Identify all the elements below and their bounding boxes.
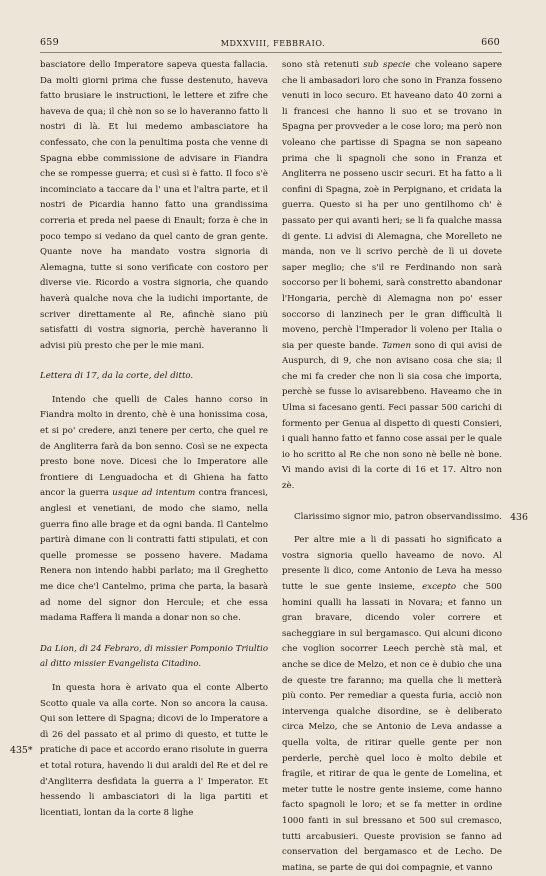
paragraph: In questa hora è arivato qua el conte Alberto Scotto quale va alla corte. Non so ancora la causa. Qui son lettere di Spagna; dicovi de lo Imperatore a dì 26 del passato et al primo di questo, et tutte le pratiche di pace et accordo erano risolute in guerra et total rotura, havendo li dui araldi del Re et del re d'Angliterra desfidata la guerra a l' Imperator. Et hessendo li ambasciatori di la liga partiti et licentiati, lontan da la corte 8 lighe xyxy=(40,682,268,818)
paragraph-text: Per altre mie a li di passati ho significato a vostra signoria quello haveamo de novo. Al presente li dico, come Antonio de Leva ha messo tutte le sue gente insieme, xyxy=(282,535,502,592)
paragraph-text: contra francesi, anglesi et venetiani, de modo che siamo, nella guerra fino alle brage et da ogni banda. Il Cantelmo partirà dimane con li contratti fatti stipulati, et con quelle promesse se posseno havere. Madama Renera non intendo habbi parlato; ma il Greghetto me dice che'l Cantelmo, prima che parta, la basarà ad nome del signor don Hercule; et che essa madama Raffera li manda a donar non so che. xyxy=(40,488,269,624)
salutation: Clarissimo signor mio, patron observandissimo. xyxy=(294,511,502,522)
right-column xyxy=(282,58,502,876)
margin-number-left: 435* xyxy=(10,745,33,756)
paragraph-text: sono di qui avisi de Auspurch, di 9, che non avisano cosa che sia; il che mi fa creder che non li sia cosa che importa, perchè se fusse lo avisarebbeno. Haveamo che in Ulma si facesano genti. Feci passar 500 carichi di formento per Genua al dispetto di questi Consieri, i quali hanno fatto et fanno cose assai per le quale io ho scritto al Re che non sono nè belle nè bone. Vi mando avisi di la corte di 16 et 17. Altro non zè. xyxy=(282,340,502,492)
running-title: MDXXVIII, FEBBRAIO. xyxy=(220,39,326,48)
margin-number-right: 436 xyxy=(510,512,528,523)
paragraph xyxy=(282,58,502,495)
header-rule xyxy=(40,52,502,53)
letter-heading: Lettera di 17, da la corte, del ditto. xyxy=(40,371,194,382)
paragraph-text: Intendo che quelli de Cales hanno corso in Fiandra molto in drento, chè è una honissima cosa, et si po' credere, anzi tenere per certo, che quel re de Angliterra farà da bon senno. Così se ne expecta presto bone nove. Dicesi che lo Imperatore alle frontiere di Lenguadocha et di Ghiena ha fatto ancor la guerra xyxy=(40,394,268,499)
page-number-right: 660 xyxy=(481,37,500,48)
paragraph-text: sono stà retenuti xyxy=(282,60,359,70)
italic-phrase: sub specie xyxy=(363,60,411,70)
page-number-left: 659 xyxy=(40,37,59,48)
paragraph xyxy=(282,533,502,876)
letter-heading: Da Lion, di 24 Febraro, di missier Pomponio Triultio al ditto missier Evangelista Citadino. xyxy=(40,643,268,670)
paragraph xyxy=(40,393,268,627)
left-column xyxy=(40,58,268,821)
italic-phrase: usque ad intentum xyxy=(112,488,196,499)
paragraph-text: che voleano sapere che li ambasadori loro che sono in Franza fosseno venuti in loco securo. Et haveano dato 40 zorni a li francesi che hanno li suo et se trovano in Spagna per provveder a le cose loro; ma però non voleano che partisse di Spagna se non sapeano prima che li spagnoli che sono in Franza et Angliterra ne posseno uscir securi. Et ha fatto a li confini di Spagna, zoè in Perpignano, et cridata la guerra. Questo si ha per uno gentilhomo ch' è passato per qui avanti heri; se li fa qualche massa di gente. Li advisi di Alemagna, che Morelleto ne manda, non ve li scrivo perchè de lì ui dovete saper meglio; che s'il re Ferdinando non sarà soccorso per li bohemi, sarà constretto abandonar l'Hongaria, perchè di Alemagna non po' esser soccorso di lanzinech per le gran difficultà li moveno, perchè l'Imperador li voleno per Italia o sia per queste bande. xyxy=(282,60,502,351)
paragraph: basciatore dello Imperatore sapeva questa fallacia. Da molti giorni prima che fusse destenuto, haveva fatto brusiare le instructioni, le lettere et zifre che haveva de qua; il chè non so se lo haveranno fatto li nostri di là. Et lui medemo ambasciatore ha confessato, che con la penultima posta che venne di Spagna ebbe commissione de advisare in Fiandra che se rompesse guerra; et cusì si è fatto. Il foco s'è incominciato a taccare da l' una et l'altra parte, et il nostri de Picardia hanno fatto una grandissima correria et preda nel paese di Enault; forza è che in poco tempo si vedano da quel canto de gran gente. Quante nove ha mandato vostra signoria di Alemagna, tutte si sono verificate con costoro per diverse vie. Ricordo a vostra signoria, che quando haverà qualche nova che la iudichi importante, de scriver direttamente al Re, afinchè siano più satisfatti di vostra signoria, perchè haveranno li advisi più presto che per le mie mani. xyxy=(40,60,268,351)
italic-phrase: Tamen xyxy=(382,340,412,351)
italic-phrase: excepto xyxy=(422,582,457,592)
paragraph-text: che 500 homini qualli ha lassati in Novara; et fanno un gran bravare, dicendo voler correre et sacheggiare in sul bergamasco. Qui alcuni dicono che voglion socorrer Leech perchè stà mal, et anche se dice de Melzo, et non ce è dubio che una de queste tre faranno; ma quella che li metterà più conto. Per remediar a questa furia, acciò non intervenga qualche disordine, se è deliberato circa Melzo, che se Antonio de Leva andasse a quella volta, de ritirar quelle gente per non perderle, perchè quel loco è molto debile et fragile, et ritirar de qua le gente de Lomelina, et meter tutte le nostre gente insieme, come hanno facto spagnoli le loro; et se fa metter in ordine 1000 fanti in sul bressano et 500 sul cremasco, tutti arcabusieri. Queste provision se fanno ad conservation del bergamasco et de Lecho. De matina, se parte de qui doi compagnie, et vanno xyxy=(282,582,503,873)
